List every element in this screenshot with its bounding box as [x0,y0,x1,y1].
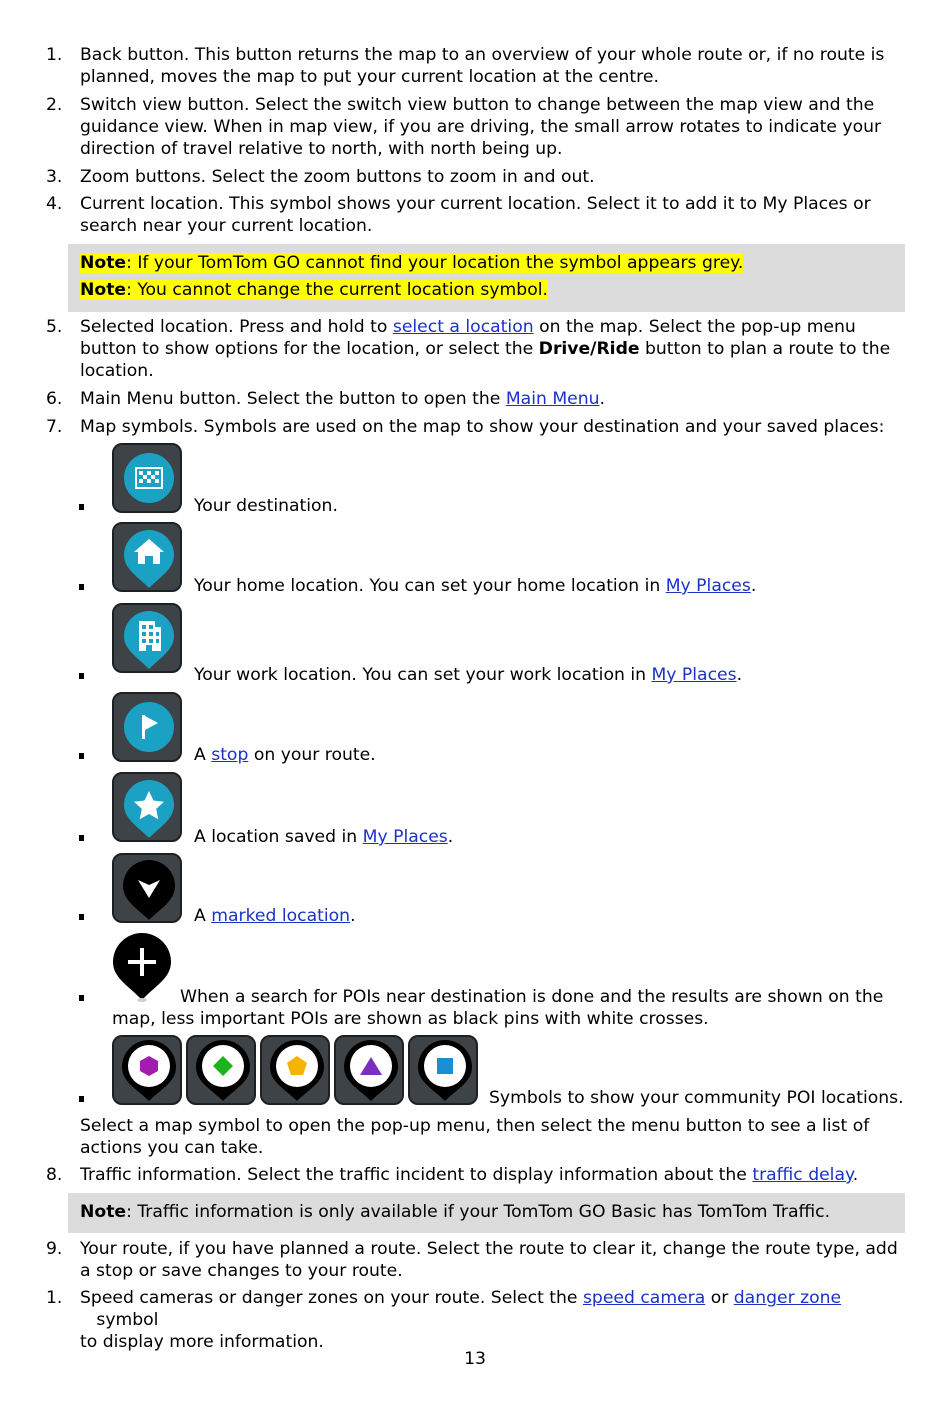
text-line: Switch view button. Select the switch view button to change between the map view and the [80,95,875,115]
symbol-caption [194,664,742,686]
symbol-caption: map, less important POIs are shown as black pins with white crosses. [112,1009,709,1029]
text-line: location. [80,361,154,381]
bullet [79,914,84,920]
page-number: 13 [464,1349,486,1369]
symbol-caption: When a search for POIs near destination is done and the results are shown on the [180,987,884,1007]
work-symbol-tile [112,603,182,673]
text: or [705,1288,734,1308]
bullet [79,1096,84,1102]
bullet [79,835,84,841]
text: Traffic information. Select the traffic incident to display information about the [80,1165,753,1185]
text: . [736,665,743,685]
text-line: search near your current location. [80,216,373,236]
text-line: actions you can take. [80,1138,264,1158]
text-line: guidance view. When in map view, if you are driving, the small arrow rotates to indicate your [80,117,882,137]
note-text: : Traffic information is only available if your TomTom GO Basic has TomTom Traffic. [126,1202,831,1222]
marked-location-symbol-tile [112,853,182,923]
item-traffic-text [80,1164,900,1186]
text-line: Map symbols. Symbols are used on the map to show your destination and your saved places: [80,417,885,437]
note-text: : If your TomTom GO cannot find your location the symbol appears grey. [126,253,744,273]
map-symbol-instruction [80,1115,900,1159]
saved-place-symbol-tile [112,772,182,842]
note-label: Note [80,253,127,273]
list-number: 7. [46,417,63,437]
item-back-button-text [80,44,900,88]
symbol-caption [194,826,453,848]
main-menu-link[interactable]: Main Menu [505,389,600,409]
list-number: 1. [46,45,63,65]
text-line: direction of travel relative to north, with north being up. [80,139,563,159]
item-zoom-text [80,166,900,188]
text: Main Menu button. Select the button to open the [80,389,506,409]
community-poi-tile [112,1035,182,1105]
text: button to plan a route to the [639,339,891,359]
symbol-caption: Symbols to show your community POI locations. [489,1088,904,1108]
item-current-location-text [80,193,900,237]
bullet [79,584,84,590]
destination-symbol-tile [112,443,182,513]
bullet [79,995,84,1001]
text: Selected location. Press and hold to [80,317,393,337]
text: A [194,906,212,926]
bullet [79,673,84,679]
list-number: 6. [46,389,63,409]
item-map-symbols-text [80,416,900,438]
symbol-caption [194,744,376,766]
text-line: Back button. This button returns the map to an overview of your whole route or, if no route is [80,45,885,65]
triangle-icon [336,1037,402,1103]
text-line [80,316,900,338]
hexagon-icon [114,1037,180,1103]
work-building-icon [114,605,180,671]
home-symbol-tile [112,522,182,592]
text: Your home location. You can set your home location in [194,576,666,596]
my-places-link[interactable]: My Places [651,665,737,685]
text: Speed cameras or danger zones on your route. Select the [80,1288,583,1308]
list-number: 1. [46,1288,63,1308]
text: . [750,576,757,596]
note-line [80,252,743,274]
item-main-menu-text [80,388,900,410]
text: . [852,1165,859,1185]
poi-cross-pin-icon [110,930,174,1004]
text: on the map. Select the pop-up menu [533,317,856,337]
select-location-link[interactable]: select a location [392,317,534,337]
text: Your work location. You can set your work location in [194,665,652,685]
note-label: Note [80,280,127,300]
text-line: Zoom buttons. Select the zoom buttons to zoom in and out. [80,167,595,187]
text-line [80,338,900,360]
text: A [194,745,212,765]
text: . [599,389,605,409]
item-switch-view-text [80,94,900,160]
text-line: to display more information. [80,1332,324,1352]
community-poi-tile [186,1035,256,1105]
community-poi-tile [260,1035,330,1105]
community-poi-tile [334,1035,404,1105]
symbol-caption [194,575,756,597]
item-route-text [80,1238,900,1282]
traffic-delay-link[interactable]: traffic delay [752,1165,853,1185]
note-line [80,279,548,301]
item-speed-camera-text [80,1287,900,1353]
text-line [80,1287,900,1331]
stop-flag-icon [114,694,180,760]
note-line [80,1201,830,1223]
text-line: Current location. This symbol shows your current location. Select it to add it to My Places or [80,194,871,214]
drive-ride-label: Drive/Ride [538,339,640,359]
speed-camera-link[interactable]: speed camera [582,1288,706,1308]
list-number: 8. [46,1165,63,1185]
square-icon [410,1037,476,1103]
list-number: 4. [46,194,63,214]
text-line: a stop or save changes to your route. [80,1261,403,1281]
bullet [79,504,84,510]
marked-location-link[interactable]: marked location [211,906,351,926]
diamond-icon [188,1037,254,1103]
note-text: : You cannot change the current location symbol. [126,280,548,300]
danger-zone-link[interactable]: danger zone [733,1288,842,1308]
symbol-caption: Your destination. [194,496,338,516]
note-box [68,1193,905,1233]
stop-link[interactable]: stop [211,745,249,765]
note-box [68,244,905,312]
text-line: Your route, if you have planned a route. Select the route to clear it, change the route type, add [80,1239,898,1259]
checkered-flag-icon [114,445,180,511]
home-icon [114,524,180,590]
text: . [350,906,356,926]
item-selected-location-text [80,316,900,382]
stop-symbol-tile [112,692,182,762]
pentagon-icon [262,1037,328,1103]
marked-location-icon [114,855,180,921]
text: . [447,827,454,847]
list-number: 9. [46,1239,63,1259]
my-places-link[interactable]: My Places [665,576,751,596]
list-number: 5. [46,317,63,337]
text: on your route. [248,745,376,765]
text: button to show options for the location, or select the [80,339,539,359]
community-poi-tile [408,1035,478,1105]
list-number: 3. [46,167,63,187]
star-icon [114,774,180,840]
text: symbol [80,1310,159,1330]
list-number: 2. [46,95,63,115]
text: A location saved in [194,827,363,847]
note-label: Note [80,1202,127,1222]
bullet [79,753,84,759]
text-line: Select a map symbol to open the pop-up menu, then select the menu button to see a list of [80,1116,870,1136]
text-line: planned, moves the map to put your current location at the centre. [80,67,659,87]
my-places-link[interactable]: My Places [362,827,448,847]
symbol-caption [194,905,356,927]
